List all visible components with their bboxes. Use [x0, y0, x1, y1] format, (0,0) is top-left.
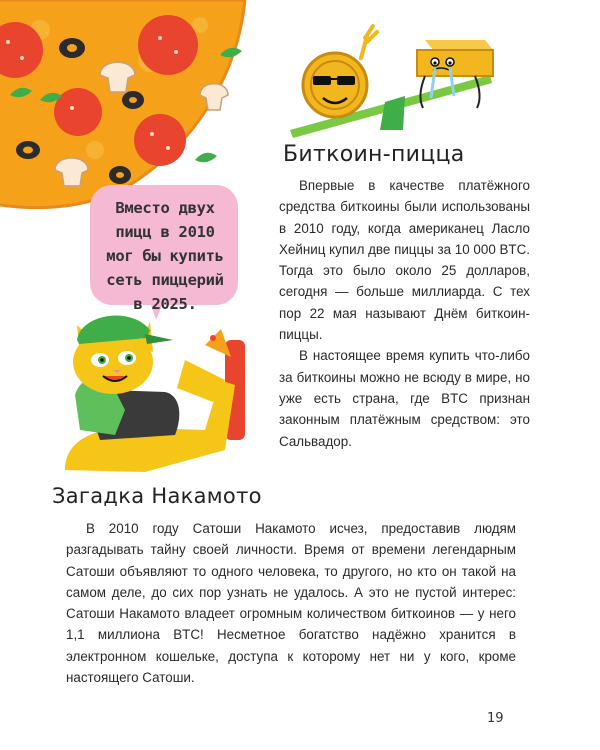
paragraph: В 2010 году Сатоши Накамото исчез, предоставив людям разгадывать тайну своей личности. Время от времени легендарным Сатоши объявляют то одного человека, то другого, но кто он такой на самом деле, до сих пор узнать не удалось. А это не пустой интерес: Сатоши Накамото владеет огромным количеством биткоинов — у него 1,1 миллиона BTC! Несметное богатство надёжно хранится в электронном кошельке, доступа к которому нет ни у кого, кроме настоящего Сатоши. — [66, 521, 516, 686]
bitcoin-pizza-text — [279, 175, 530, 452]
paragraph: Впервые в качестве платёжного средства биткоины были использованы в 2010 году, когда американец Ласло Хейниц купил две пиццы за 10 000 BTC. Тогда это было около 25 долларов, сегодня — больше миллиарда. С тех пор 22 мая называют Днём биткоин-пиццы. — [279, 178, 530, 343]
section-heading-bitcoin-pizza: Биткоин-пицца — [283, 142, 465, 167]
bubble-line: Вместо двух — [115, 199, 215, 217]
bubble-line: в 2025. — [133, 295, 197, 313]
nakamoto-text — [66, 518, 516, 688]
pizza-illustration — [0, 0, 250, 215]
bubble-line: мог бы купить — [106, 247, 224, 265]
section-heading-nakamoto: Загадка Накамото — [52, 484, 262, 508]
bubble-line: пицц в 2010 — [115, 223, 215, 241]
page-number: 19 — [487, 711, 504, 726]
bubble-line: сеть пиццерий — [106, 271, 224, 289]
paragraph: В настоящее время купить что-либо за биткоины можно не всюду в мире, но уже есть страна, где BTC признан законным платёжным средством: это Сальвадор. — [279, 348, 530, 449]
bitcoin-gold-seesaw-illustration — [285, 10, 495, 140]
cat-illustration — [55, 300, 250, 480]
speech-bubble-text — [98, 196, 232, 316]
